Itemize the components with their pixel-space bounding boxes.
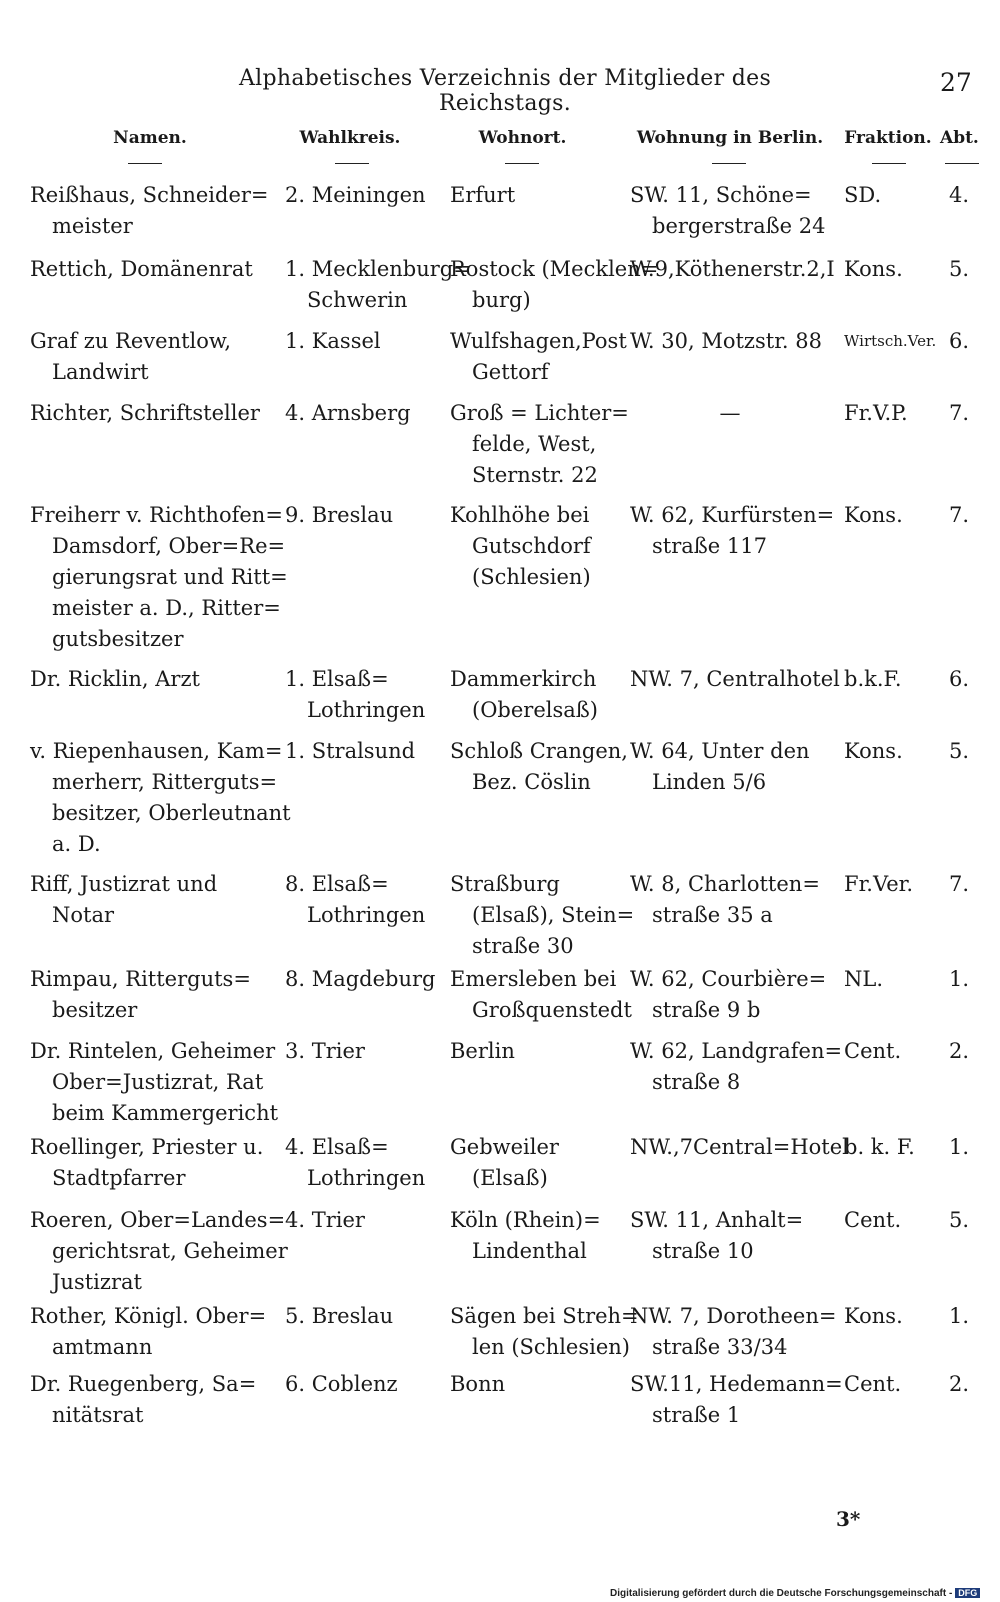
member-name-line: Ober=Justizrat, Rat — [52, 1070, 264, 1094]
berlin-address — [630, 664, 840, 695]
member-name-line: meister a. D., Ritter= — [52, 596, 281, 620]
berlin-address-line: — — [719, 401, 741, 425]
faction: b. k. F. — [844, 1135, 915, 1159]
residence — [450, 500, 625, 593]
residence-line: Sägen bei Streh= — [450, 1304, 639, 1328]
department: 5. — [948, 1208, 970, 1232]
residence-line: (Elsaß), Stein= — [472, 903, 635, 927]
residence-line: Bonn — [450, 1372, 506, 1396]
faction: Cent. — [844, 1208, 902, 1232]
electoral-district — [285, 326, 445, 357]
berlin-address — [630, 964, 830, 1026]
member-name-line: Notar — [52, 903, 115, 927]
member-name — [30, 1369, 267, 1431]
electoral-district — [285, 1132, 445, 1194]
faction: Cent. — [844, 1372, 902, 1396]
electoral-district-line: 1. Kassel — [285, 329, 381, 353]
column-header-wahlkreis: Wahlkreis. — [299, 128, 401, 148]
department: 5. — [948, 257, 970, 281]
berlin-address-line: SW. 11, Anhalt= — [630, 1208, 804, 1232]
faction: Cent. — [844, 1039, 902, 1063]
member-name-line: Graf zu Reventlow, — [30, 329, 232, 353]
member-name-line: Damsdorf, Ober=Re= — [52, 534, 286, 558]
residence-line: len (Schlesien) — [472, 1335, 630, 1359]
digitization-credit — [610, 1588, 980, 1599]
member-name — [30, 1205, 288, 1298]
residence — [450, 180, 625, 211]
faction: Fr.V.P. — [844, 401, 908, 425]
department: 7. — [948, 503, 970, 527]
column-header-wohnung-berlin: Wohnung in Berlin. — [636, 128, 824, 148]
member-name-line: nitätsrat — [52, 1403, 144, 1427]
berlin-address-line: W. 62, Kurfürsten= — [630, 503, 835, 527]
member-name-line: Riff, Justizrat und — [30, 872, 218, 896]
department: 1. — [948, 967, 970, 991]
page-number: 27 — [940, 68, 972, 97]
berlin-address — [630, 398, 830, 429]
column-header-wohnort: Wohnort. — [478, 128, 567, 148]
electoral-district-line: 5. Breslau — [285, 1304, 394, 1328]
residence-line: Bez. Cöslin — [472, 770, 591, 794]
residence — [450, 1036, 625, 1067]
member-name-line: merherr, Ritterguts= — [52, 770, 278, 794]
berlin-address-line: W. 64, Unter den — [630, 739, 810, 763]
residence — [450, 1205, 625, 1267]
residence-line: Gebweiler — [450, 1135, 559, 1159]
residence-line: Sternstr. 22 — [472, 463, 598, 487]
electoral-district-line: 3. Trier — [285, 1039, 365, 1063]
residence-line: Dammerkirch — [450, 667, 597, 691]
berlin-address-line: W. 62, Landgrafen= — [630, 1039, 843, 1063]
member-name-line: Stadtpfarrer — [52, 1166, 186, 1190]
faction: Kons. — [844, 1304, 903, 1328]
residence-line: Lindenthal — [472, 1239, 587, 1263]
berlin-address-line: bergerstraße 24 — [652, 214, 826, 238]
department: 1. — [948, 1304, 970, 1328]
member-name — [30, 869, 267, 931]
column-header-namen: Namen. — [113, 128, 187, 148]
residence — [450, 964, 632, 1026]
electoral-district-line: 9. Breslau — [285, 503, 394, 527]
residence-line: Kohlhöhe bei — [450, 503, 590, 527]
member-name — [30, 964, 267, 1026]
faction: b.k.F. — [844, 667, 902, 691]
electoral-district-line: 1. Stralsund — [285, 739, 416, 763]
electoral-district — [285, 1205, 445, 1236]
berlin-address — [630, 180, 830, 242]
department: 7. — [948, 872, 970, 896]
berlin-address-line: W. 62, Courbière= — [630, 967, 827, 991]
faction: Kons. — [844, 257, 903, 281]
berlin-address-line: Linden 5/6 — [652, 770, 767, 794]
electoral-district — [285, 180, 445, 211]
berlin-address-line: W. 8, Charlotten= — [630, 872, 820, 896]
electoral-district — [285, 664, 445, 726]
member-name-line: Roellinger, Priester u. — [30, 1135, 264, 1159]
member-name-line: gutsbesitzer — [52, 627, 184, 651]
residence-line: (Elsaß) — [472, 1166, 548, 1190]
faction: Kons. — [844, 503, 903, 527]
electoral-district-line: 1. Mecklenburg= — [285, 257, 471, 281]
credit-text: Digitalisierung gefördert durch die Deutsche Forschungsgemeinschaft - — [610, 1588, 953, 1599]
member-name — [30, 1301, 267, 1363]
residence — [450, 1369, 625, 1400]
member-name-line: a. D. — [52, 832, 101, 856]
member-name-line: v. Riepenhausen, Kam= — [30, 739, 283, 763]
berlin-address — [630, 1301, 837, 1363]
electoral-district — [285, 964, 445, 995]
residence — [450, 326, 625, 388]
berlin-address-line: W. 30, Motzstr. 88 — [630, 329, 823, 353]
residence-line: Köln (Rhein)= — [450, 1208, 601, 1232]
department: 6. — [948, 667, 970, 691]
header-rule — [872, 163, 906, 164]
berlin-address — [630, 1205, 830, 1267]
residence — [450, 664, 625, 726]
member-name-line: Reißhaus, Schneider= — [30, 183, 269, 207]
member-name-line: Landwirt — [52, 360, 149, 384]
residence-line: Wulfshagen,Post — [450, 329, 627, 353]
member-name-line: beim Kammergericht — [52, 1101, 279, 1125]
electoral-district — [285, 1036, 445, 1067]
electoral-district-line: Lothringen — [307, 1166, 426, 1190]
member-name-line: Rother, Königl. Ober= — [30, 1304, 267, 1328]
electoral-district-line: 6. Coblenz — [285, 1372, 398, 1396]
residence-line: felde, West, — [472, 432, 597, 456]
berlin-address-line: NW. 7, Centralhotel — [630, 667, 840, 691]
berlin-address-line: NW. 7, Dorotheen= — [630, 1304, 837, 1328]
berlin-address-line: W.9,Köthenerstr.2,I — [630, 257, 835, 281]
member-name-line: Freiherr v. Richthofen= — [30, 503, 283, 527]
berlin-address — [630, 736, 830, 798]
member-name — [30, 664, 267, 695]
berlin-address — [630, 1036, 843, 1098]
member-name-line: Roeren, Ober=Landes= — [30, 1208, 286, 1232]
berlin-address — [630, 869, 830, 931]
electoral-district — [285, 500, 445, 531]
member-name-line: besitzer, Oberleutnant — [52, 801, 291, 825]
berlin-address-line: straße 9 b — [652, 998, 761, 1022]
electoral-district-line: 8. Magdeburg — [285, 967, 436, 991]
member-name — [30, 500, 288, 655]
faction: NL. — [844, 967, 883, 991]
electoral-district-line: Lothringen — [307, 903, 426, 927]
residence-line: Schloß Crangen, — [450, 739, 628, 763]
residence-line: (Schlesien) — [472, 565, 591, 589]
residence — [450, 1301, 639, 1363]
department: 1. — [948, 1135, 970, 1159]
faction: Kons. — [844, 739, 903, 763]
residence — [450, 736, 628, 798]
berlin-address — [630, 500, 835, 562]
header-rule — [712, 163, 746, 164]
electoral-district-line: 8. Elsaß= — [285, 872, 389, 896]
berlin-address-line: NW.,7Central=Hotel — [630, 1135, 849, 1159]
member-name-line: Dr. Ruegenberg, Sa= — [30, 1372, 257, 1396]
electoral-district — [285, 736, 445, 767]
member-name-line: meister — [52, 214, 133, 238]
berlin-address-line: straße 10 — [652, 1239, 754, 1263]
berlin-address-line: straße 1 — [652, 1403, 741, 1427]
member-name-line: gierungsrat und Ritt= — [52, 565, 288, 589]
member-name — [30, 254, 267, 285]
header-rule — [505, 163, 539, 164]
electoral-district-line: Lothringen — [307, 698, 426, 722]
electoral-district-line: 1. Elsaß= — [285, 667, 389, 691]
faction: Fr.Ver. — [844, 872, 914, 896]
residence-line: Großquenstedt — [472, 998, 632, 1022]
berlin-address — [630, 326, 830, 357]
berlin-address-line: SW.11, Hedemann= — [630, 1372, 843, 1396]
residence-line: straße 30 — [472, 934, 574, 958]
berlin-address — [630, 1369, 843, 1431]
residence-line: Gettorf — [472, 360, 549, 384]
residence-line: Straßburg — [450, 872, 560, 896]
electoral-district — [285, 254, 471, 316]
member-name-line: Justizrat — [52, 1270, 142, 1294]
residence-line: Erfurt — [450, 183, 516, 207]
berlin-address-line: straße 35 a — [652, 903, 773, 927]
faction: SD. — [844, 183, 882, 207]
residence-line: Berlin — [450, 1039, 515, 1063]
residence-line: Emersleben bei — [450, 967, 617, 991]
department: 5. — [948, 739, 970, 763]
member-name-line: Rettich, Domänenrat — [30, 257, 253, 281]
residence — [450, 869, 635, 962]
electoral-district — [285, 869, 445, 931]
member-name — [30, 1132, 267, 1194]
member-name-line: Dr. Ricklin, Arzt — [30, 667, 200, 691]
member-name — [30, 736, 291, 860]
residence — [450, 1132, 625, 1194]
member-name-line: Dr. Rintelen, Geheimer — [30, 1039, 276, 1063]
residence-line: (Oberelsaß) — [472, 698, 598, 722]
header-rule — [945, 163, 979, 164]
member-name — [30, 1036, 279, 1129]
residence-line: Groß = Lichter= — [450, 401, 629, 425]
department: 2. — [948, 1039, 970, 1063]
signature-mark: 3* — [836, 1507, 861, 1531]
electoral-district — [285, 1369, 445, 1400]
member-name-line: Richter, Schriftsteller — [30, 401, 260, 425]
electoral-district-line: 4. Trier — [285, 1208, 365, 1232]
member-name — [30, 398, 267, 429]
electoral-district-line: 4. Arnsberg — [285, 401, 411, 425]
berlin-address-line: SW. 11, Schöne= — [630, 183, 812, 207]
member-name-line: gerichtsrat, Geheimer — [52, 1239, 288, 1263]
running-title: Alphabetisches Verzeichnis der Mitglieder des Reichstags. — [238, 66, 772, 116]
header-rule — [128, 163, 162, 164]
electoral-district-line: 4. Elsaß= — [285, 1135, 389, 1159]
header-rule — [335, 163, 369, 164]
department: 7. — [948, 401, 970, 425]
column-header-fraktion: Fraktion. — [844, 128, 932, 148]
residence-line: Gutschdorf — [472, 534, 591, 558]
electoral-district — [285, 1301, 445, 1332]
berlin-address-line: straße 8 — [652, 1070, 741, 1094]
berlin-address-line: straße 33/34 — [652, 1335, 788, 1359]
residence — [450, 398, 629, 491]
berlin-address — [630, 254, 835, 285]
residence-line: burg) — [472, 288, 531, 312]
column-header-abt: Abt. — [940, 128, 979, 148]
department: 4. — [948, 183, 970, 207]
electoral-district — [285, 398, 445, 429]
member-name — [30, 326, 267, 388]
member-name — [30, 180, 267, 242]
residence — [450, 254, 659, 316]
member-name-line: Rimpau, Ritterguts= — [30, 967, 251, 991]
residence-line: Rostock (Mecklen= — [450, 257, 659, 281]
department: 6. — [948, 329, 970, 353]
electoral-district-line: 2. Meiningen — [285, 183, 426, 207]
faction: Wirtsch.Ver. — [844, 332, 937, 350]
member-name-line: amtmann — [52, 1335, 153, 1359]
electoral-district-line: Schwerin — [307, 288, 408, 312]
department: 2. — [948, 1372, 970, 1396]
berlin-address — [630, 1132, 849, 1163]
member-name-line: besitzer — [52, 998, 138, 1022]
dfg-logo: DFG — [955, 1588, 980, 1598]
berlin-address-line: straße 117 — [652, 534, 767, 558]
